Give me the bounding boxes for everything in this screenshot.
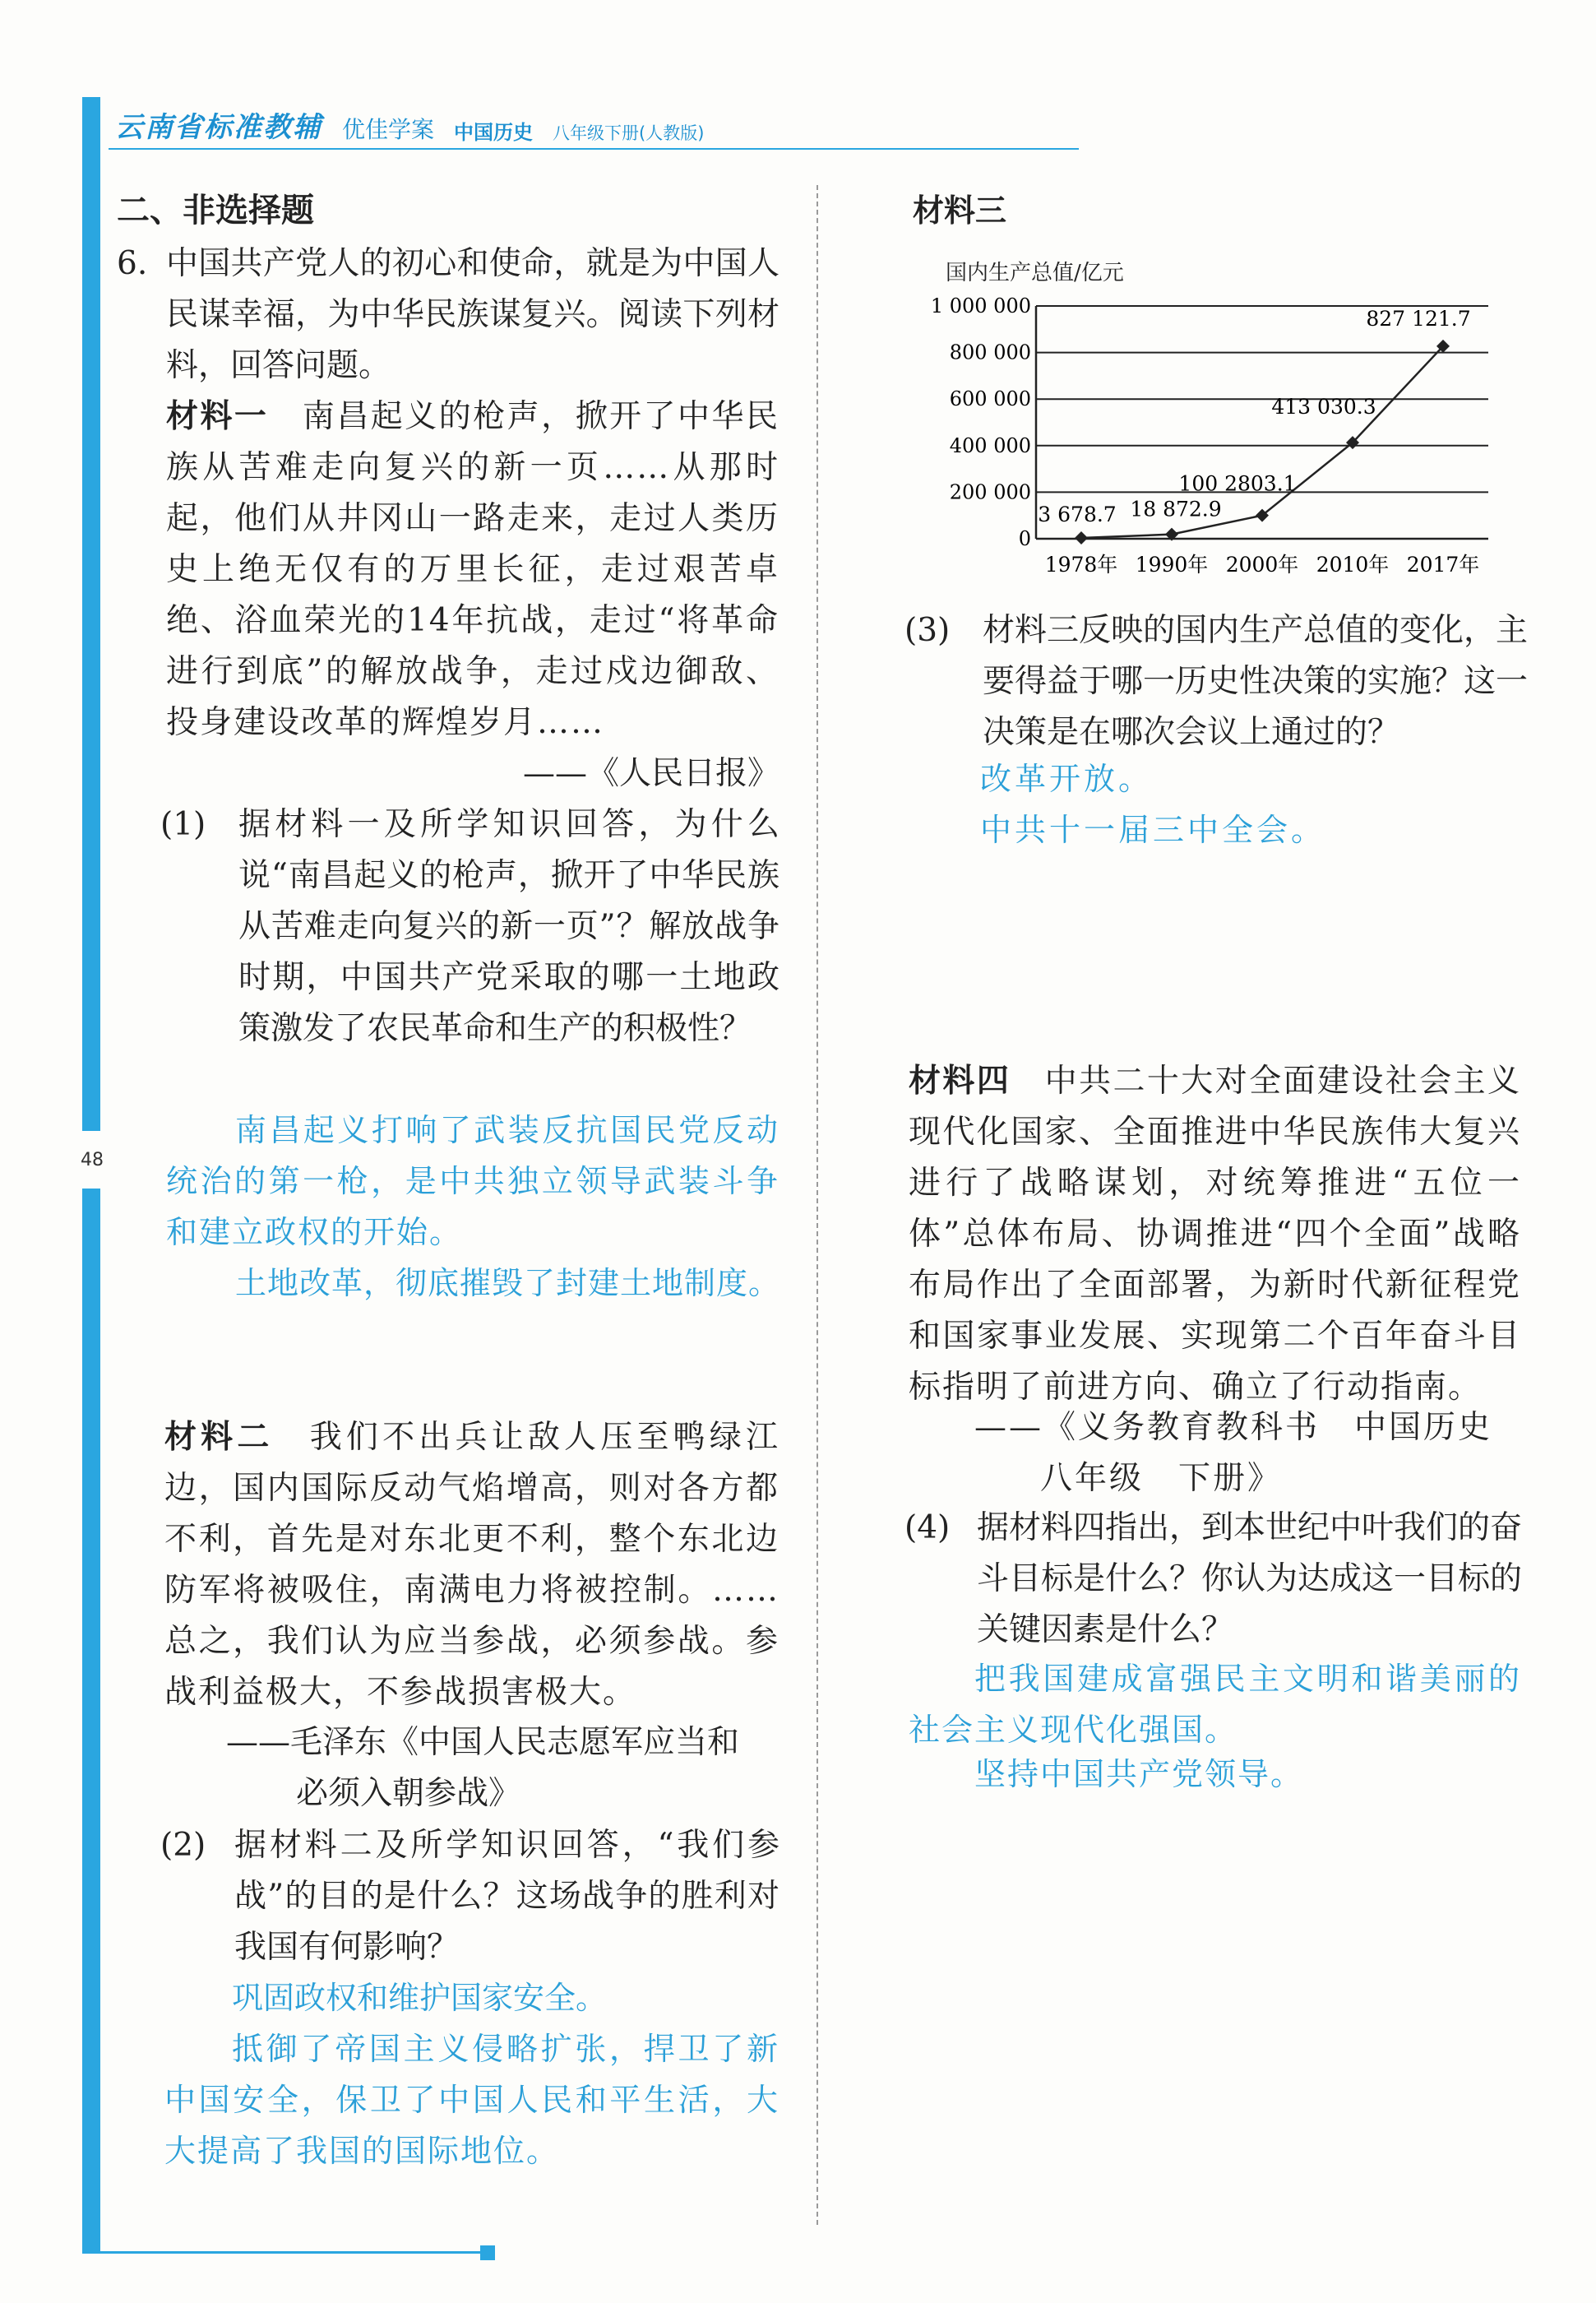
chart-x-tick-label: 1990年 xyxy=(1135,553,1209,577)
chart-y-tick-label: 400 000 xyxy=(949,433,1031,457)
material-4-label: 材料四 xyxy=(909,1063,1011,1100)
question-1-answer-1: 南昌起义打响了武装反抗国民党反动统治的第一枪，是中共独立领导武装斗争和建立政权的开始。 xyxy=(166,1112,779,1250)
chart-data-label: 100 2803.1 xyxy=(1178,471,1297,496)
chart-data-label: 18 872.9 xyxy=(1130,497,1222,521)
chart-y-tick-label: 1 000 000 xyxy=(930,294,1031,317)
chart-data-point xyxy=(1075,531,1088,544)
section-title: 二、非选择题 xyxy=(117,192,314,229)
header-subject: 中国历史 xyxy=(454,121,534,144)
material-2-text: 我们不出兵让敌人压至鸭绿江边，国内国际反动气焰增高，则对各方都不利，首先是对东北更不利，整个东北边防军将被吸住，南满电力将被控制。……总之，我们认为应当参战，必须参战。参战利益极大，不参战损害极大。 xyxy=(164,1419,779,1711)
question-1-label: (1) xyxy=(160,806,206,843)
chart-y-tick-label: 600 000 xyxy=(949,387,1031,411)
question-1-answer-2: 土地改革，彻底摧毁了封建土地制度。 xyxy=(235,1265,781,1301)
question-4-text: 据材料四指出，到本世纪中叶我们的奋斗目标是什么？你认为达成这一目标的关键因素是什么？ xyxy=(977,1509,1523,1648)
material-1 xyxy=(166,392,779,748)
page-number: 48 xyxy=(81,1150,104,1170)
chart-x-tick-label: 2017年 xyxy=(1406,553,1480,577)
question-3 xyxy=(904,605,1529,758)
material-1-text: 南昌起义的枪声，掀开了中华民族从苦难走向复兴的新一页……从那时起，他们从井冈山一路走来，走过人类历史上绝无仅有的万里长征，走过艰苦卓绝、浴血荣光的14年抗战，走过“将革命进行到底”的解放战争，走过戍边御敌、投身建设改革的辉煌岁月…… xyxy=(166,398,779,741)
chart-data-label: 827 121.7 xyxy=(1366,306,1471,331)
material-4-source xyxy=(974,1402,1534,1504)
material-4-source-line-2: 八年级 下册》 xyxy=(1040,1460,1283,1497)
material-2-source-line-1: ——毛泽东《中国人民志愿军应当和 xyxy=(226,1724,740,1761)
chart-y-tick-label: 200 000 xyxy=(949,480,1031,504)
material-2-label: 材料二 xyxy=(164,1419,274,1456)
question-2-answer-1: 巩固政权和维护国家安全。 xyxy=(232,1980,608,2016)
header-rule xyxy=(109,148,1079,150)
material-4-text: 中共二十大对全面建设社会主义现代化国家、全面推进中华民族伟大复兴进行了战略谋划，对统筹推进“五位一体”总体布局、协调推进“四个全面”战略布局作出了全面部署，为新时代新征程党和国家事业发展、实现第二个百年奋斗目标指明了前进方向、确立了行动指南。 xyxy=(909,1063,1521,1406)
chart-x-tick-label: 2010年 xyxy=(1316,553,1390,577)
column-divider xyxy=(817,185,818,2225)
question-number: 6. xyxy=(117,245,148,282)
gdp-chart xyxy=(913,247,1505,592)
material-4-source-line-1: ——《义务教育教科书 中国历史 xyxy=(974,1409,1493,1446)
material-1-label: 材料一 xyxy=(166,398,269,435)
question-4-answer-1: 把我国建成富强民主文明和谐美丽的社会主义现代化强国。 xyxy=(909,1661,1521,1748)
chart-x-tick-label: 2000年 xyxy=(1225,553,1299,577)
material-3-label: 材料三 xyxy=(913,192,1007,229)
header-series: 优佳学案 xyxy=(342,116,435,143)
question-2-answer-2: 抵御了帝国主义侵略扩张，捍卫了新中国安全，保卫了中国人民和平生活，大大提高了我国的国际地位。 xyxy=(164,2031,779,2169)
chart-y-axis-label: 国内生产总值/亿元 xyxy=(946,261,1124,285)
material-2-source xyxy=(226,1717,779,1819)
material-1-source: ——《人民日报》 xyxy=(522,755,779,792)
question-2 xyxy=(160,1820,779,1973)
page-header xyxy=(115,102,704,145)
question-3-answer-1: 改革开放。 xyxy=(980,761,1154,797)
bottom-rule xyxy=(82,2251,485,2254)
question-4-label: (4) xyxy=(904,1509,951,1546)
material-2 xyxy=(164,1412,779,1718)
chart-y-tick-label: 0 xyxy=(1018,527,1031,550)
question-2-label: (2) xyxy=(160,1827,206,1864)
gdp-line-chart xyxy=(913,247,1505,592)
chart-data-label: 3 678.7 xyxy=(1038,502,1117,526)
question-1 xyxy=(160,799,779,1054)
question-6 xyxy=(117,239,779,392)
question-4-answer-2: 坚持中国共产党领导。 xyxy=(974,1756,1304,1792)
chart-x-tick-label: 1978年 xyxy=(1044,553,1118,577)
header-brand: 云南省标准教辅 xyxy=(115,111,322,144)
question-3-text: 材料三反映的国内生产总值的变化，主要得益于哪一历史性决策的实施？这一决策是在哪次会议上通过的？ xyxy=(983,612,1529,751)
chart-y-tick-label: 800 000 xyxy=(949,341,1031,364)
question-4 xyxy=(904,1503,1529,1656)
bottom-square-marker xyxy=(480,2245,495,2260)
question-2-text: 据材料二及所学知识回答，“我们参战”的目的是什么？这场战争的胜利对我国有何影响？ xyxy=(234,1827,779,1966)
question-3-label: (3) xyxy=(904,612,951,649)
header-grade: 八年级下册(人教版) xyxy=(553,123,705,143)
material-4 xyxy=(909,1056,1521,1413)
chart-data-label: 413 030.3 xyxy=(1271,395,1376,419)
material-2-source-line-2: 必须入朝参战》 xyxy=(296,1775,521,1812)
question-3-answer-2: 中共十一届三中全会。 xyxy=(980,812,1326,848)
question-1-text: 据材料一及所学知识回答，为什么说“南昌起义的枪声，掀开了中华民族从苦难走向复兴的新一页”？解放战争时期，中国共产党采取的哪一土地政策激发了农民革命和生产的积极性？ xyxy=(238,806,779,1047)
question-stem: 中国共产党人的初心和使命，就是为中国人民谋幸福，为中华民族谋复兴。阅读下列材料，回答问题。 xyxy=(166,245,779,384)
